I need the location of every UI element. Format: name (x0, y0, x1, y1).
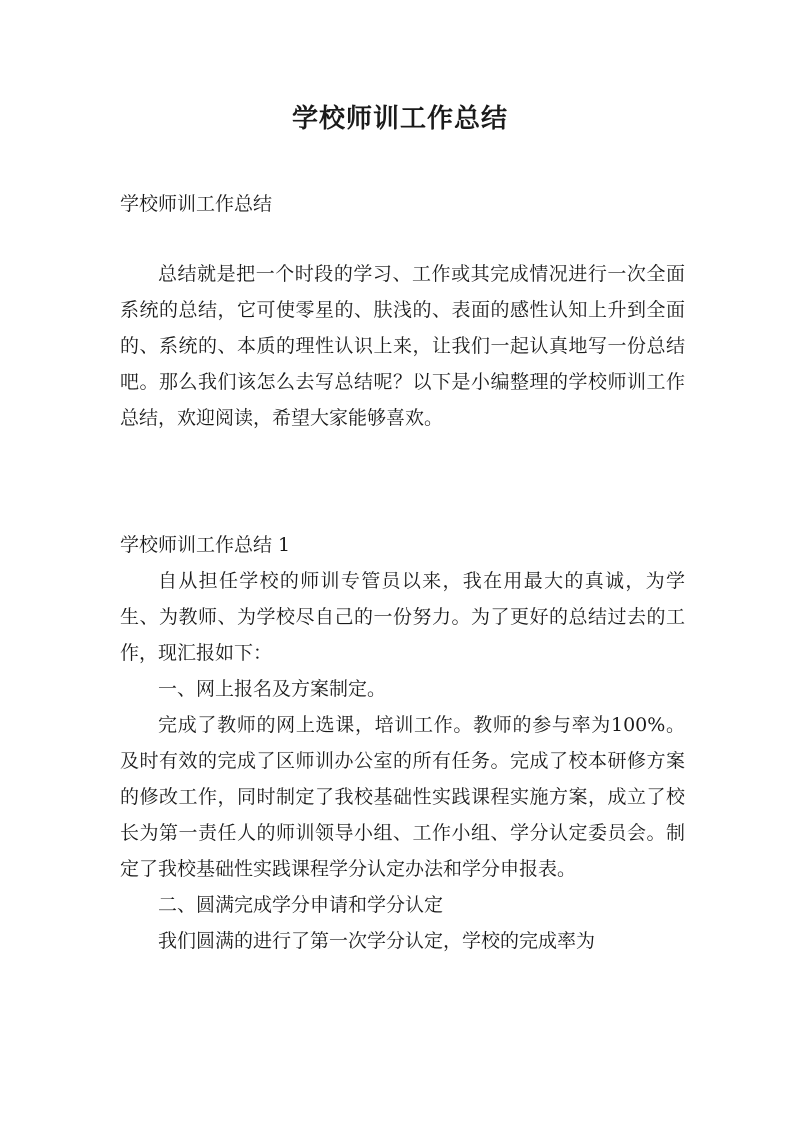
item-1-heading: 一、网上报名及方案制定。 (158, 678, 387, 700)
item-2-heading: 二、圆满完成学分申请和学分认定 (158, 894, 444, 916)
section-1-heading: 学校师训工作总结 1 (120, 534, 291, 556)
item-2-body: 我们圆满的进行了第一次学分认定，学校的完成率为 (158, 930, 596, 952)
document-title: 学校师训工作总结 (291, 104, 508, 134)
section-1 (120, 527, 685, 959)
document-subtitle: 学校师训工作总结 (120, 193, 273, 215)
item-1-body: 完成了教师的网上选课，培训工作。教师的参与率为100%。及时有效的完成了区师训办公室的所有任务。完成了校本研修方案的修改工作，同时制定了我校基础性实践课程实施方案，成立了校长为第一责任人的师训领导小组、工作小组、学分认定委员会。制定了我校基础性实践课程学分认定办法和学分申报表。 (120, 714, 685, 880)
section-1-paragraph: 自从担任学校的师训专管员以来，我在用最大的真诚，为学生、为教师、为学校尽自己的一份努力。为了更好的总结过去的工作，现汇报如下： (120, 570, 685, 664)
intro-paragraph: 总结就是把一个时段的学习、工作或其完成情况进行一次全面系统的总结，它可使零星的、肤浅的、表面的感性认知上升到全面的、系统的、本质的理性认识上来，让我们一起认真地写一份总结吧。那么我们该怎么去写总结呢？以下是小编整理的学校师训工作总结，欢迎阅读，希望大家能够喜欢。 (120, 263, 685, 429)
